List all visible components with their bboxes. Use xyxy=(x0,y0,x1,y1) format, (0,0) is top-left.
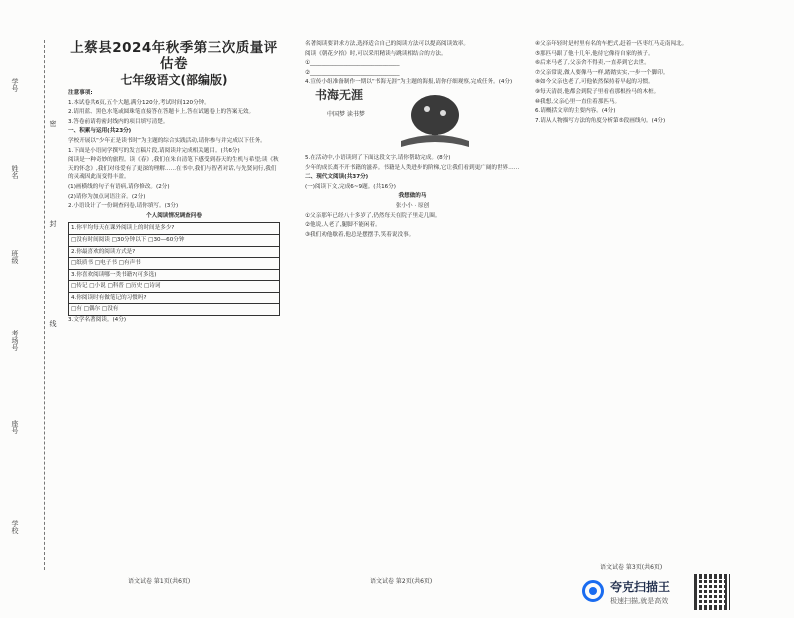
question-5: 5.在活动中,小语读到了下面这段文字,请你帮助完成。(8分) xyxy=(305,154,451,161)
survey-row: □纸质书 □电子书 □有声书 xyxy=(69,258,279,270)
seal-mark: 密 xyxy=(49,120,57,127)
page-2 xyxy=(305,40,520,240)
story-paragraph: ⑨每天清晨,他都会到院子里看看那根拴马的木桩。 xyxy=(535,88,660,95)
story-paragraph: ⑥后来马老了,父亲舍不得卖,一直养到它去世。 xyxy=(535,60,650,67)
story-paragraph: ⑤那匹马跟了他十几年,他待它像待自家的孩子。 xyxy=(535,50,654,57)
quark-logo-icon xyxy=(582,580,604,602)
survey-row: 1.你平均每天在课外阅读上的时间是多少? xyxy=(69,223,279,235)
page-footer: 语文试卷 第2页(共6页) xyxy=(370,578,433,585)
question-7: 7.请从人物描写方法的角度分析第⑤段画线句。(4分) xyxy=(535,117,666,124)
sub-question: (1)画横线的句子有语病,请你修改。(2分) xyxy=(68,183,170,190)
section-intro: 学校开展以“少年正是读书时”为主题的综合实践活动,请你参与并完成以下任务。 xyxy=(68,137,266,144)
binding-label: 学号 xyxy=(11,78,19,92)
brand-slogan: 极速扫描,就是高效 xyxy=(610,597,669,605)
note-item: 1.本试卷共6页,五个大题,满分120分,考试时间120分钟。 xyxy=(68,99,210,106)
story-paragraph: ⑦父亲常说,做人要像马一样,踏踏实实,一步一个脚印。 xyxy=(535,69,669,76)
binding-label: 姓名 xyxy=(11,165,19,179)
passage-text: 阅读是一种奇妙的旅程。读《春》,我们在朱自清笔下感受到春天的生机与希望;读《秋天的怀念》,我们对母爱有了更深的理解……在书中,我们与智者对话,与先贤同行,我们的灵魂因此而变得丰盈。 xyxy=(68,157,279,181)
poster-image xyxy=(305,89,520,151)
answer-line: ②________________________________ xyxy=(305,69,400,76)
qr-code-icon xyxy=(694,574,730,610)
survey-title: 个人阅读情况调查问卷 xyxy=(146,212,202,219)
survey-row: □有 □偶尔 □没有 xyxy=(71,306,119,313)
binding-label: 考场号 xyxy=(11,330,19,351)
story-paragraph: ④父亲年轻时是村里有名的车把式,赶着一匹枣红马走南闯北。 xyxy=(535,41,688,47)
question-4: 4.宣传小组准备制作一期以“书海无涯”为主题的海报,请你仔细观察,完成任务。(4分) xyxy=(305,79,513,86)
answer-line: ①________________________________ xyxy=(305,60,400,67)
survey-row: 4.你阅读时有做笔记的习惯吗? xyxy=(69,293,279,305)
exam-title: 上蔡县2024年秋季第三次质量评估卷 xyxy=(70,40,278,72)
tree-book-illustration xyxy=(395,89,475,151)
page-1 xyxy=(68,40,280,326)
story-paragraph: ③我们劝他歇着,他总是摆摆手,笑着说没事。 xyxy=(305,231,415,238)
question-3: 3.文学名著阅读。(4分) xyxy=(68,317,127,324)
question-1: 1.下面是小语同学撰写的发言稿片段,请阅读并完成相关题目。(共6分) xyxy=(68,147,240,154)
question-6: 6.请概括文章的主要内容。(4分) xyxy=(535,108,616,115)
survey-row: □没有时间阅读 □30分钟以下 □30—60分钟 xyxy=(69,235,279,247)
notes-heading: 注意事项: xyxy=(68,90,93,96)
section-heading: 二、现代文阅读(共37分) xyxy=(305,174,369,181)
story-title: 我想做的马 xyxy=(398,193,427,200)
poster-title: 书海无涯 xyxy=(315,87,364,102)
story-paragraph: ②他说,人老了,腿脚不能闲着。 xyxy=(305,222,381,229)
story-paragraph: ⑧如今父亲也老了,可他依然保持着早起的习惯。 xyxy=(535,79,654,86)
passage-text: 少年的成长离不开书籍的滋养。书籍是人类进步的阶梯,它让我们看到更广阔的世界…… xyxy=(305,164,520,171)
seal-mark: 封 xyxy=(49,220,57,227)
question-2: 2.小语设计了一份调查问卷,请你填写。(3分) xyxy=(68,203,179,210)
story-paragraph: ①父亲那年已经八十多岁了,仍然每天在院子里走几圈。 xyxy=(305,212,441,219)
survey-row: 2.你最喜欢的阅读方式是? xyxy=(69,247,279,259)
exam-subtitle: 七年级语文(部编版) xyxy=(120,73,228,87)
note-item: 3.答卷前请将密封线内的项目填写清楚。 xyxy=(68,118,169,125)
survey-row: □传记 □小说 □科普 □历史 □诗词 xyxy=(69,281,279,293)
note-item: 2.请用蓝、黑色水笔或圆珠笔直接答在答题卡上,答在试题卷上的答案无效。 xyxy=(68,109,255,116)
story-paragraph: ⑩我想,父亲心里一直住着那匹马。 xyxy=(535,98,621,105)
seal-mark: 线 xyxy=(49,320,57,327)
text-line: 阅读《朝花夕拾》时,可以采用精读与跳读相结合的方法。 xyxy=(305,50,447,57)
binding-label: 座号 xyxy=(11,420,19,434)
binding-strip xyxy=(0,0,58,618)
reading-heading: (一)阅读下文,完成6~9题。(共16分) xyxy=(305,183,396,190)
story-author: 张小小 · 原创 xyxy=(395,202,430,209)
binding-label: 学校 xyxy=(11,520,19,534)
page-3 xyxy=(535,40,750,126)
survey-table xyxy=(68,222,280,316)
text-line: 名著阅读要讲求方法,选择适合自己的阅读方法可以提高阅读效率。 xyxy=(305,41,469,47)
sub-question: (2)请你为加点词语注音。(2分) xyxy=(68,193,146,200)
brand-name: 夸克扫描王 xyxy=(610,580,671,594)
section-heading: 一、积累与运用(共23分) xyxy=(68,128,132,135)
scanner-watermark xyxy=(582,578,752,612)
seal-line xyxy=(44,40,45,570)
page-footer: 语文试卷 第3页(共6页) xyxy=(600,564,663,571)
survey-row: 3.你喜欢阅读哪一类书籍?(可多选) xyxy=(69,270,279,282)
binding-label: 班级 xyxy=(11,250,19,264)
page-footer: 语文试卷 第1页(共6页) xyxy=(128,578,191,585)
poster-subtitle: 中国梦 读书梦 xyxy=(327,110,365,118)
